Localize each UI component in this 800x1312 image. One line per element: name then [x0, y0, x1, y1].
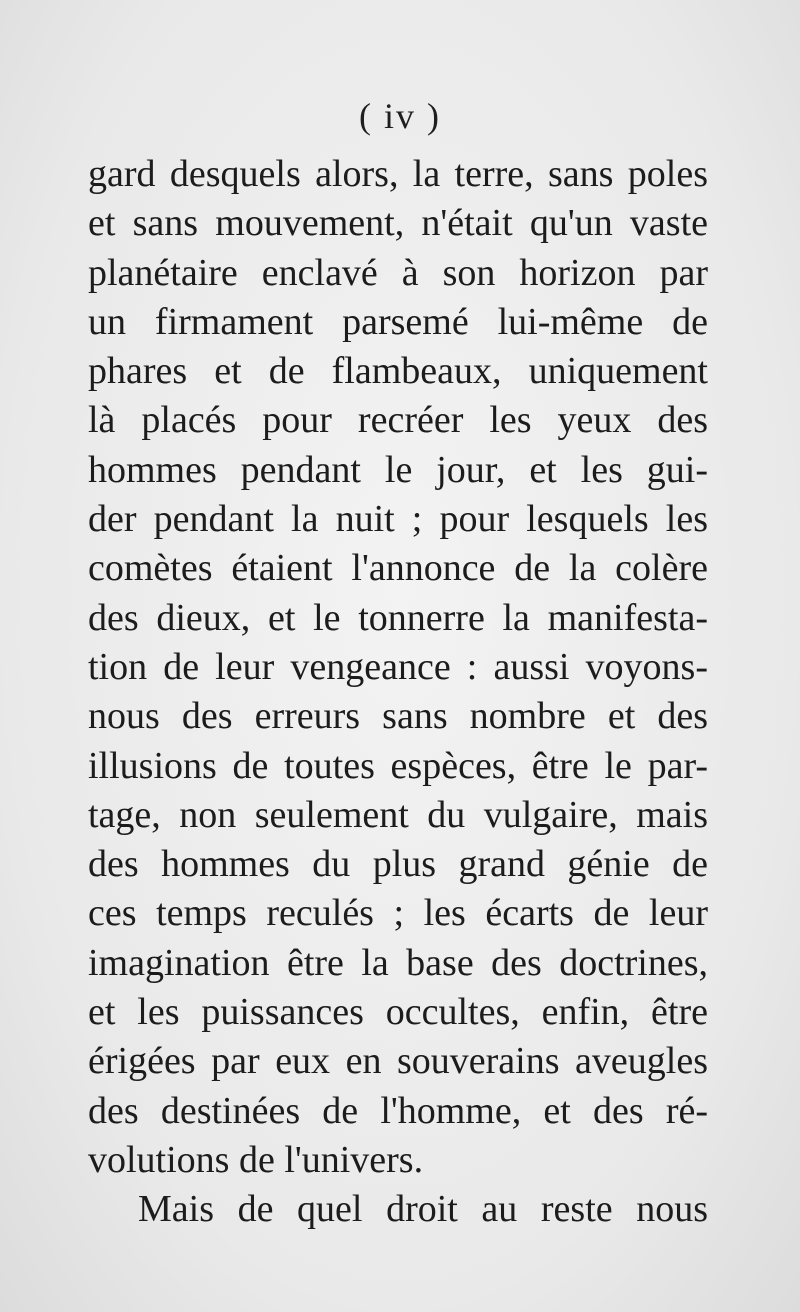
- text-line: érigées par eux en souverains aveugles: [88, 1040, 708, 1083]
- body-text: [88, 150, 708, 1235]
- text-line: tion de leur vengeance : aussi voyons-: [88, 645, 708, 688]
- text-line: et les puissances occultes, enfin, être: [88, 991, 708, 1034]
- text-line: nous des erreurs sans nombre et des: [88, 695, 708, 738]
- text-line: hommes pendant le jour, et les gui-: [88, 448, 708, 491]
- text-line: planétaire enclavé à son horizon par: [88, 251, 708, 294]
- text-line: un firmament parsemé lui-même de: [88, 300, 708, 343]
- text-line: illusions de toutes espèces, être le par-: [88, 744, 708, 787]
- paragraph-last-line: volutions de l'univers.: [88, 1138, 424, 1181]
- text-line: tage, non seulement du vulgaire, mais: [88, 793, 708, 836]
- text-line: der pendant la nuit ; pour lesquels les: [88, 498, 708, 541]
- text-line: là placés pour recréer les yeux des: [88, 399, 708, 442]
- text-line: des hommes du plus grand génie de: [88, 843, 708, 886]
- page-number: ( iv ): [359, 96, 441, 136]
- text-line: gard desquels alors, la terre, sans poles: [88, 153, 708, 195]
- text-line: phares et de flambeaux, uniquement: [88, 350, 708, 393]
- text-line: imagination être la base des doctrines,: [88, 941, 708, 984]
- text-line: comètes étaient l'annonce de la colère: [88, 547, 708, 590]
- paragraph-first-line: Mais de quel droit au reste nous: [138, 1188, 708, 1231]
- text-line: ces temps reculés ; les écarts de leur: [88, 892, 708, 935]
- text-line: et sans mouvement, n'était qu'un vaste: [88, 202, 708, 245]
- text-line: des dieux, et le tonnerre la manifesta-: [88, 596, 708, 639]
- text-line: des destinées de l'homme, et des ré-: [88, 1089, 708, 1132]
